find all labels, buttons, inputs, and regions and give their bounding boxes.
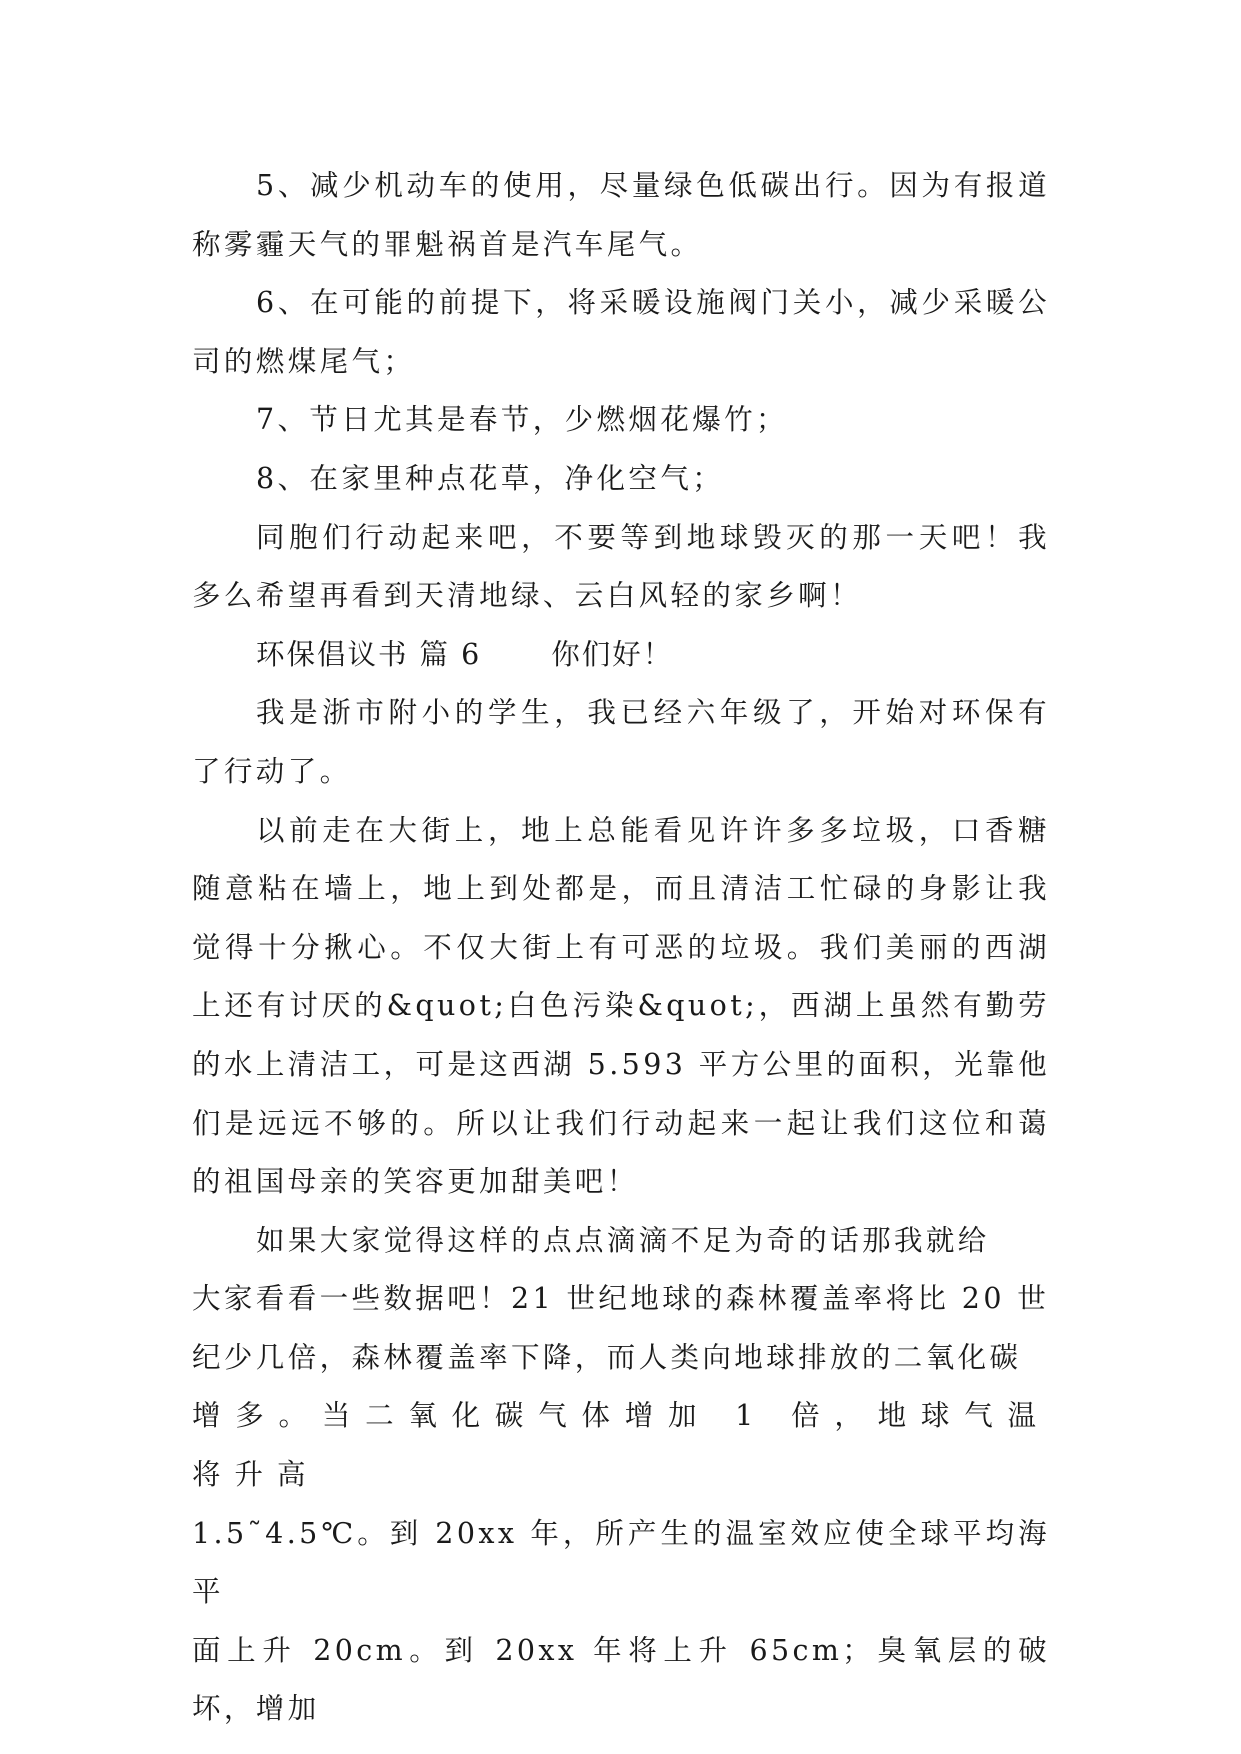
paragraph-item-8: 8、在家里种点花草，净化空气； [256,461,725,495]
data-line-2: 大家看看一些数据吧！21 世纪地球的森林覆盖率将比 20 世 [192,1282,1050,1316]
data-line-4: 增多。当二氧化碳气体增加 1 倍，地球气温将升高 [192,1399,1050,1492]
paragraph-item-6: 6、在可能的前提下，将采暖设施阀门关小，减少采暖公司的燃煤尾气； [192,286,1050,378]
greeting: 你们好！ [551,637,674,671]
street-litter-paragraph: 以前走在大街上，地上总能看见许许多多垃圾，口香糖随意粘在墙上，地上到处都是，而且清洁工忙碌的身影让我觉得十分揪心。不仅大街上有可恶的垃圾。我们美丽的西湖上还有讨厌的&quot;白色污染&quot;，西湖上虽然有勤劳的水上清洁工，可是这西湖 5.593 平方公里的面积，光靠他们是远远不够的。所以让我们行动起来一起让我们这位和蔼的祖国母亲的笑容更加甜美吧！ [192,813,1050,1199]
paragraph-item-5: 5、减少机动车的使用，尽量绿色低碳出行。因为有报道称雾霾天气的罪魁祸首是汽车尾气。 [192,169,1050,261]
paragraph-item-7: 7、节日尤其是春节，少燃烟花爆竹； [256,403,788,437]
section-heading [192,626,1050,685]
data-line-1: 如果大家觉得这样的点点滴滴不足为奇的话那我就给 [256,1223,990,1257]
intro-paragraph: 我是浙市附小的学生，我已经六年级了，开始对环保有了行动了。 [192,696,1050,788]
paragraph-call-to-action: 同胞们行动起来吧，不要等到地球毁灭的那一天吧！我多么希望再看到天清地绿、云白风轻的家乡啊！ [192,520,1050,613]
section-title: 环保倡议书 篇 6 [256,637,482,671]
data-line-3: 纪少几倍，森林覆盖率下降，而人类向地球排放的二氧化碳 [192,1340,1022,1374]
data-line-6: 面上升 20cm。到 20xx 年将上升 65cm；臭氧层的破坏，增加 [192,1633,1050,1726]
data-line-5: 1.5˜4.5℃。到 20xx 年，所产生的温室效应使全球平均海平 [192,1516,1050,1609]
data-paragraph [192,1212,1050,1739]
document-body [192,157,1050,1739]
